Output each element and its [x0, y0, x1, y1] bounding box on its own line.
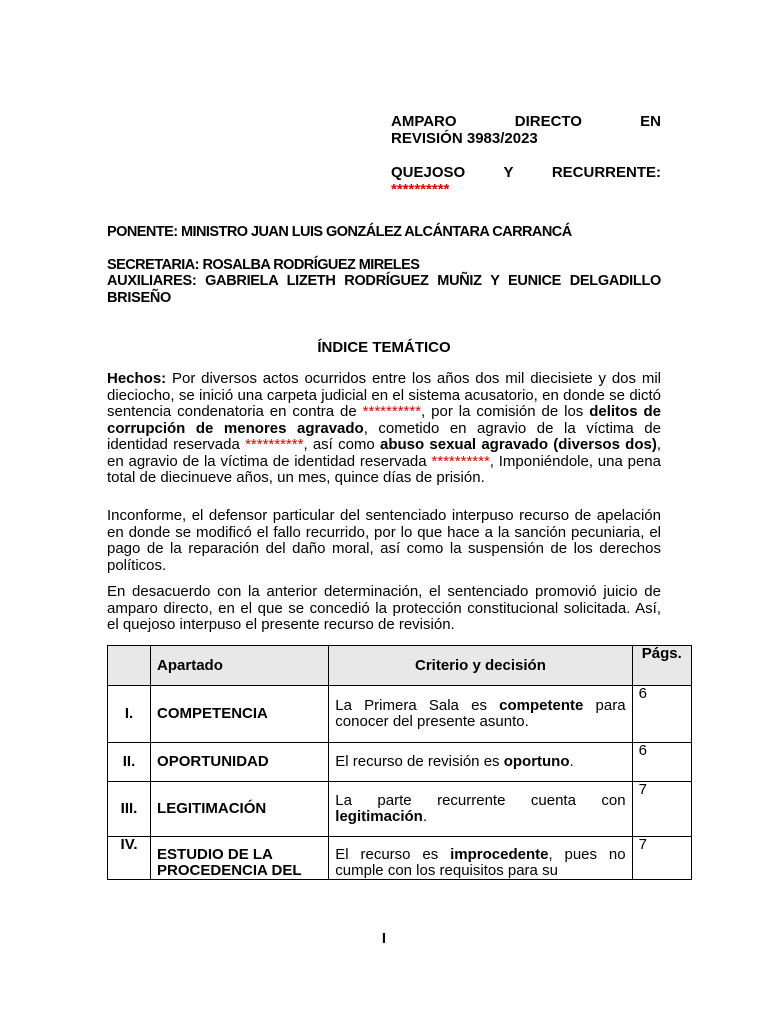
table-header-row — [108, 646, 692, 686]
bold-run: oportuno — [503, 753, 570, 770]
index-table — [107, 645, 692, 880]
case-word: AMPARO — [391, 113, 457, 130]
bold-run: legitimación — [335, 808, 423, 825]
row-apartado: LEGITIMACIÓN — [151, 782, 329, 837]
case-line-1 — [391, 113, 661, 130]
case-header — [391, 113, 661, 198]
table-row — [108, 686, 692, 743]
quejoso-word: Y — [503, 164, 514, 181]
redacted-text: ********** — [431, 452, 490, 470]
table-row — [108, 837, 692, 880]
index-title: ÍNDICE TEMÁTICO — [317, 339, 451, 356]
redacted-text: ********** — [362, 403, 422, 420]
secretaria-line: SECRETARIA: ROSALBA RODRÍGUEZ MIRELES — [107, 257, 420, 273]
hechos-label: Hechos: — [107, 370, 167, 387]
case-word: DIRECTO — [514, 113, 582, 130]
row-criterio — [329, 782, 632, 837]
text-run: , por la comisión de los — [421, 403, 590, 420]
hechos-paragraph — [107, 371, 661, 487]
quejoso-line — [391, 164, 661, 181]
header-criterio: Criterio y decisión — [329, 646, 632, 686]
text-run: Por diversos actos ocurridos entre los años dos mil diecisiete y dos mil dieciocho, se inició una carpeta judicial en el sistema acusatorio, en donde se dictó sentencia condenatoria en contra de — [107, 370, 661, 420]
text-run: , cometido en agravio de la víctima de identidad reservada — [107, 419, 661, 453]
text-run: , Imponiéndole, una pena total de diecinueve años, un mes, quince días de prisión. — [107, 452, 661, 486]
desacuerdo-paragraph: En desacuerdo con la anterior determinación, el sentenciado promovió juicio de amparo directo, en el que se concedió la protección constitucional solicitada. Así, el quejoso interpuso el presente recurso de revisión. — [107, 583, 661, 633]
bold-run: abuso sexual agravado (diversos dos) — [379, 436, 657, 453]
row-criterio — [329, 686, 632, 743]
text-run: . — [422, 808, 427, 825]
row-num: I. — [108, 686, 151, 743]
case-word: EN — [640, 113, 661, 130]
text-run: , así como — [303, 436, 380, 453]
row-page: 6 — [632, 686, 691, 743]
row-num: IV. — [108, 837, 151, 880]
text-run: para conocer del presente asunto. — [335, 697, 626, 730]
ponente-line: PONENTE: MINISTRO JUAN LUIS GONZÁLEZ ALCÁNTARA CARRANCÁ — [107, 224, 572, 240]
text-run: El recurso de revisión es — [335, 753, 504, 770]
bold-run: improcedente — [450, 846, 549, 863]
auxiliares-line: AUXILIARES: GABRIELA LIZETH RODRÍGUEZ MUÑIZ Y EUNICE DELGADILLO BRISEÑO — [107, 273, 661, 306]
row-page: 7 — [632, 782, 691, 837]
inconforme-paragraph: Inconforme, el defensor particular del sentenciado interpuso recurso de apelación en donde se modificó el fallo recurrido, por lo que hace a la sanción pecuniaria, el pago de la reparación del daño moral, así como la suspensión de los derechos políticos. — [107, 507, 661, 574]
header-apartado: Apartado — [151, 646, 329, 686]
row-apartado: OPORTUNIDAD — [151, 743, 329, 782]
text-run: La Primera Sala es — [335, 697, 500, 714]
redacted-text: ********** — [245, 436, 304, 453]
redacted-name: ********** — [391, 181, 450, 198]
row-criterio — [329, 743, 632, 782]
row-criterio — [329, 837, 632, 880]
text-run: La parte recurrente cuenta con — [335, 792, 626, 809]
header-pags: Págs. — [632, 646, 691, 686]
table-row — [108, 743, 692, 782]
row-page: 7 — [632, 837, 691, 880]
text-run: , en agravio de la víctima de identidad reservada — [107, 436, 661, 470]
text-run: , pues no cumple con los requisitos para su — [335, 846, 626, 879]
quejoso-word: RECURRENTE: — [551, 164, 661, 181]
case-number: REVISIÓN 3983/2023 — [391, 130, 538, 147]
text-run: . — [569, 753, 574, 770]
row-apartado: ESTUDIO DE LA PROCEDENCIA DEL — [151, 837, 329, 880]
page-number: I — [381, 930, 387, 947]
row-num: II. — [108, 743, 151, 782]
header-num — [108, 646, 151, 686]
table-row — [108, 782, 692, 837]
row-apartado: COMPETENCIA — [151, 686, 329, 743]
row-num: III. — [108, 782, 151, 837]
bold-run: delitos de corrupción de menores agravado — [107, 403, 661, 437]
row-page: 6 — [632, 743, 691, 782]
bold-run: competente — [499, 697, 584, 714]
text-run: El recurso es — [335, 846, 451, 863]
quejoso-word: QUEJOSO — [391, 164, 466, 181]
